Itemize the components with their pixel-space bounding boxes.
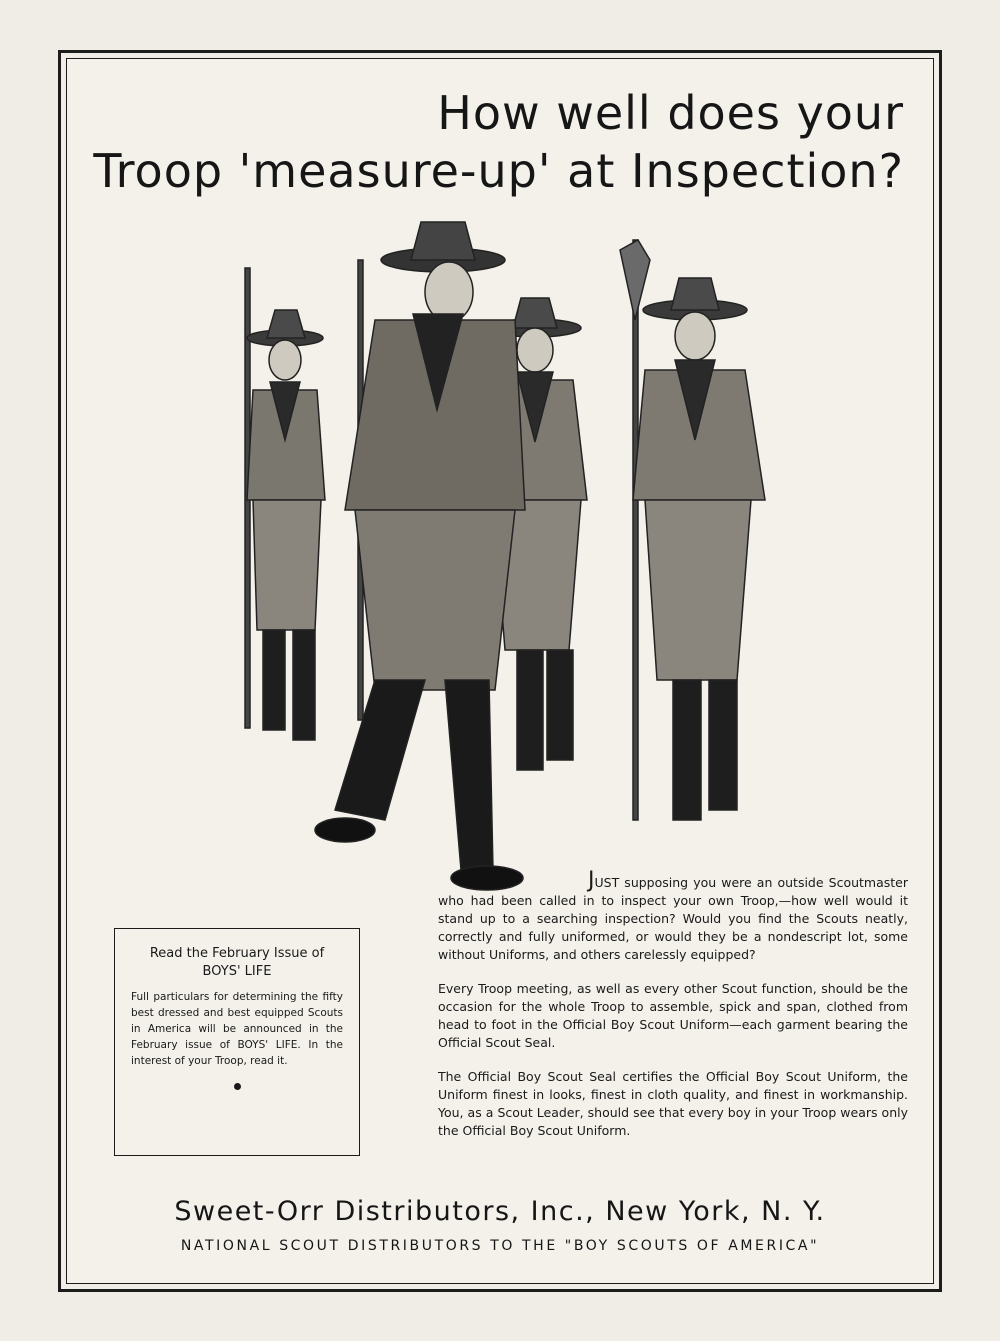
drop-cap: J — [588, 868, 595, 893]
ad-body-copy — [438, 868, 908, 1156]
notice-title: Read the February Issue of — [149, 946, 325, 961]
headline — [84, 84, 904, 200]
notice-subtitle: BOYS' LIFE — [202, 964, 272, 979]
body-paragraph-1-text: UST supposing you were an outside Scoutmaster who had been called in to inspect your own Troop,—how well would it stand up to a searching inspection? Would you find the Scouts neatly, correctly and fully uniformed, or would they be a nondescript lot, some without Uniforms, and others carelessly equipped? — [438, 875, 908, 962]
company-name: Sweet-Orr Distributors, Inc., New York, N. Y. — [174, 1196, 826, 1227]
scout-troop-illustration — [225, 210, 815, 900]
bullet-dot-icon — [234, 1083, 241, 1090]
body-paragraph-1 — [438, 868, 908, 964]
boys-life-notice-box — [114, 928, 360, 1156]
body-paragraph-2: Every Troop meeting, as well as every other Scout function, should be the occasion for the whole Troop to assemble, spick and span, clothed from head to foot in the Official Boy Scout Uniform—each garment bearing the Official Scout Seal. — [438, 981, 908, 1050]
body-paragraph-3: The Official Boy Scout Seal certifies the Official Boy Scout Uniform, the Uniform finest in looks, finest in cloth quality, and finest in workmanship. You, as a Scout Leader, should see that every boy in your Troop wears only the Official Boy Scout Uniform. — [438, 1069, 908, 1138]
notice-body: Full particulars for determining the fifty best dressed and best equipped Scouts in America will be announced in the February issue of BOYS' LIFE. In the interest of your Troop, read it. — [131, 991, 343, 1067]
company-tagline: NATIONAL SCOUT DISTRIBUTORS TO THE "BOY SCOUTS OF AMERICA" — [180, 1238, 820, 1254]
headline-line-1: How well does your — [437, 86, 904, 140]
headline-line-2: Troop 'measure-up' at Inspection? — [93, 144, 904, 198]
